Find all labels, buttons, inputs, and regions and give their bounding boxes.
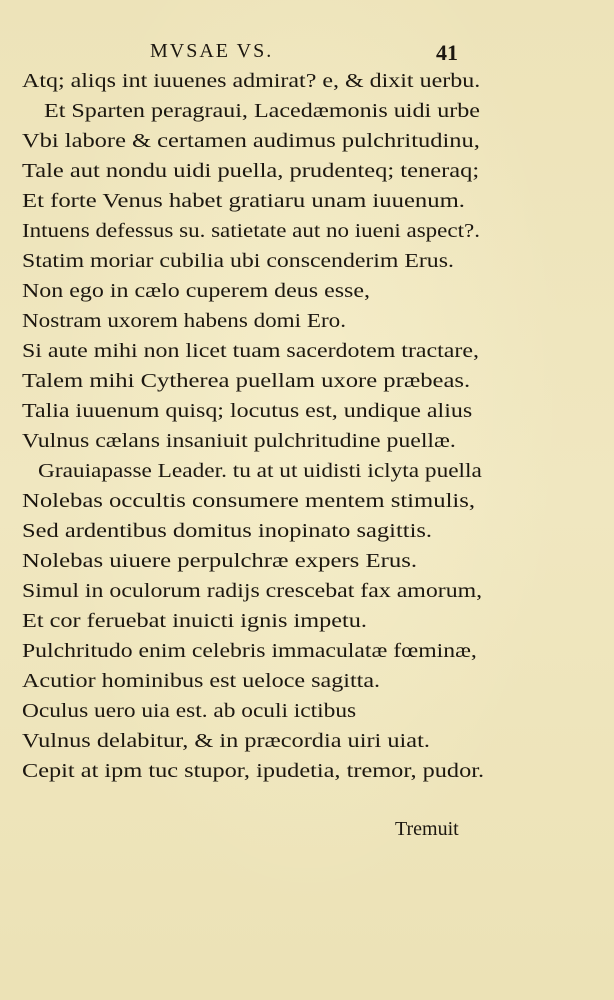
verse-line: Vulnus delabitur, & in præcordia uiri uiat. — [22, 730, 430, 752]
verse-line: Et forte Venus habet gratiaru unam iuuenum. — [22, 190, 465, 212]
verse-line: Acutior hominibus est ueloce sagitta. — [22, 670, 381, 692]
page-number: 41 — [436, 40, 458, 65]
verse-line: Talem mihi Cytherea puellam uxore præbeas. — [22, 370, 471, 392]
verse-line: Grauiapasse Leader. tu at ut uidisti iclyta puella — [38, 460, 482, 482]
verse-line: Tale aut nondu uidi puella, prudenteq; teneraq; — [22, 160, 480, 182]
verse-line: Nolebas occultis consumere mentem stimulis, — [22, 490, 476, 512]
verse-line: Non ego in cælo cuperem deus esse, — [22, 280, 371, 302]
running-head: MVSAE VS. — [150, 40, 274, 62]
verse-line: Et cor feruebat inuicti ignis impetu. — [22, 610, 367, 632]
verse-line: Atq; aliqs int iuuenes admirat? e, & dixit uerbu. — [22, 70, 481, 92]
verse-line: Nolebas uiuere perpulchræ expers Erus. — [22, 550, 418, 572]
verse-line: Vulnus cælans insaniuit pulchritudine puellæ. — [22, 430, 456, 452]
verse-line: Cepit at ipm tuc stupor, ipudetia, tremor, pudor. — [22, 760, 485, 782]
verse-line: Simul in oculorum radijs crescebat fax amorum, — [22, 580, 483, 602]
verse-line: Si aute mihi non licet tuam sacerdotem tractare, — [22, 340, 479, 362]
verse-line: Oculus uero uia est. ab oculi ictibus — [22, 700, 357, 722]
catchword: Tremuit — [395, 818, 459, 840]
verse-line: Intuens defessus su. satietate aut no iueni aspect?. — [22, 220, 480, 242]
verse-line: Vbi labore & certamen audimus pulchritudinu, — [22, 130, 480, 152]
verse-line: Pulchritudo enim celebris immaculatæ fœminæ, — [22, 640, 477, 662]
verse-line: Sed ardentibus domitus inopinato sagittis. — [22, 520, 433, 542]
verse-text — [0, 66, 614, 786]
verse-line: Nostram uxorem habens domi Ero. — [22, 310, 346, 332]
verse-line: Et Sparten peragraui, Lacedæmonis uidi urbe — [44, 100, 480, 122]
verse-line: Statim moriar cubilia ubi conscenderim Erus. — [22, 250, 454, 272]
verse-line: Talia iuuenum quisq; locutus est, undique alius — [22, 400, 473, 422]
